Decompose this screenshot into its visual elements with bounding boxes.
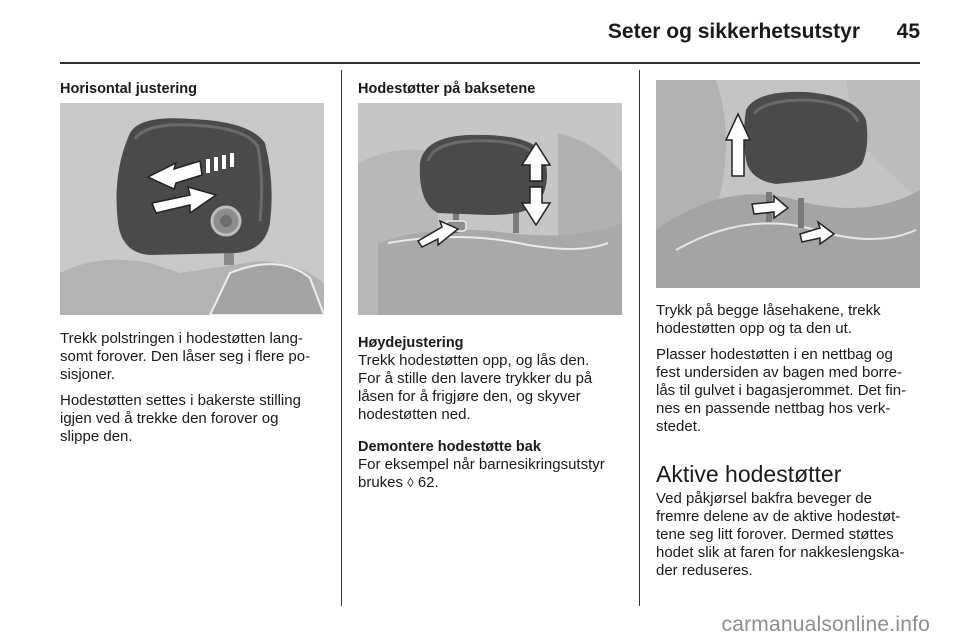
header-rule <box>60 62 920 64</box>
column-divider-1 <box>341 70 342 606</box>
page-number: 45 <box>896 20 920 43</box>
paragraph-net-bag: Plasser hodestøtten i en nettbag og fest undersiden av bagen med borre- lås til gulvet i bagasjerommet. Det fin- nes en passende nettbag hos verk- stedet. <box>656 346 907 435</box>
column-2-text <box>358 334 633 492</box>
paragraph-reset-position: Hodestøtten settes i bakerste stilling igjen ved å trekke den forover og slippe den. <box>60 392 301 445</box>
watermark: carmanualsonline.info <box>721 613 930 636</box>
figure-horizontal-adjustment <box>60 103 324 315</box>
subheading-height-adjustment: Høydejustering <box>358 335 464 351</box>
paragraph-active-headrests: Ved påkjørsel bakfra beveger de fremre delene av de aktive hodestøt- tene seg litt forover. Dermed støttes hodet slik at faren for nakkeslengska- der reduseres. <box>656 490 905 579</box>
subheading-remove-headrest: Demontere hodestøtte bak <box>358 439 541 455</box>
figure-remove-headrest <box>656 80 920 288</box>
reference-page-link[interactable]: 62. <box>417 474 439 491</box>
figure-height-adjustment <box>358 103 622 315</box>
section-heading-horizontal-adjustment: Horisontal justering <box>60 81 197 97</box>
paragraph-height-adjustment: Trekk hodestøtten opp, og lås den. For å stille den lavere trykker du på låsen for å frigjøre den, og skyver hodestøtten ned. <box>358 352 593 423</box>
column-1-text <box>60 330 332 446</box>
column-2 <box>358 80 628 98</box>
section-heading-active-headrests: Aktive hodestøtter <box>656 461 842 487</box>
section-heading-rear-headrests: Hodestøtter på baksetene <box>358 81 536 97</box>
remove-headrest-text: For eksempel når barnesikringsutstyr brukes <box>358 456 605 491</box>
paragraph-pull-forward: Trekk polstringen i hodestøtten lang- somt forover. Den låser seg i flere po- sisjoner. <box>60 330 311 383</box>
column-1 <box>60 80 330 98</box>
column-divider-2 <box>639 70 640 606</box>
paragraph-remove-headrest <box>358 456 633 492</box>
paragraph-press-latches: Trykk på begge låsehakene, trekk hodestøtten opp og ta den ut. <box>656 302 881 337</box>
page-title: Seter og sikkerhetsutstyr <box>607 20 860 43</box>
reference-arrow-icon: ◊ <box>407 475 414 490</box>
column-3-text <box>656 302 924 580</box>
